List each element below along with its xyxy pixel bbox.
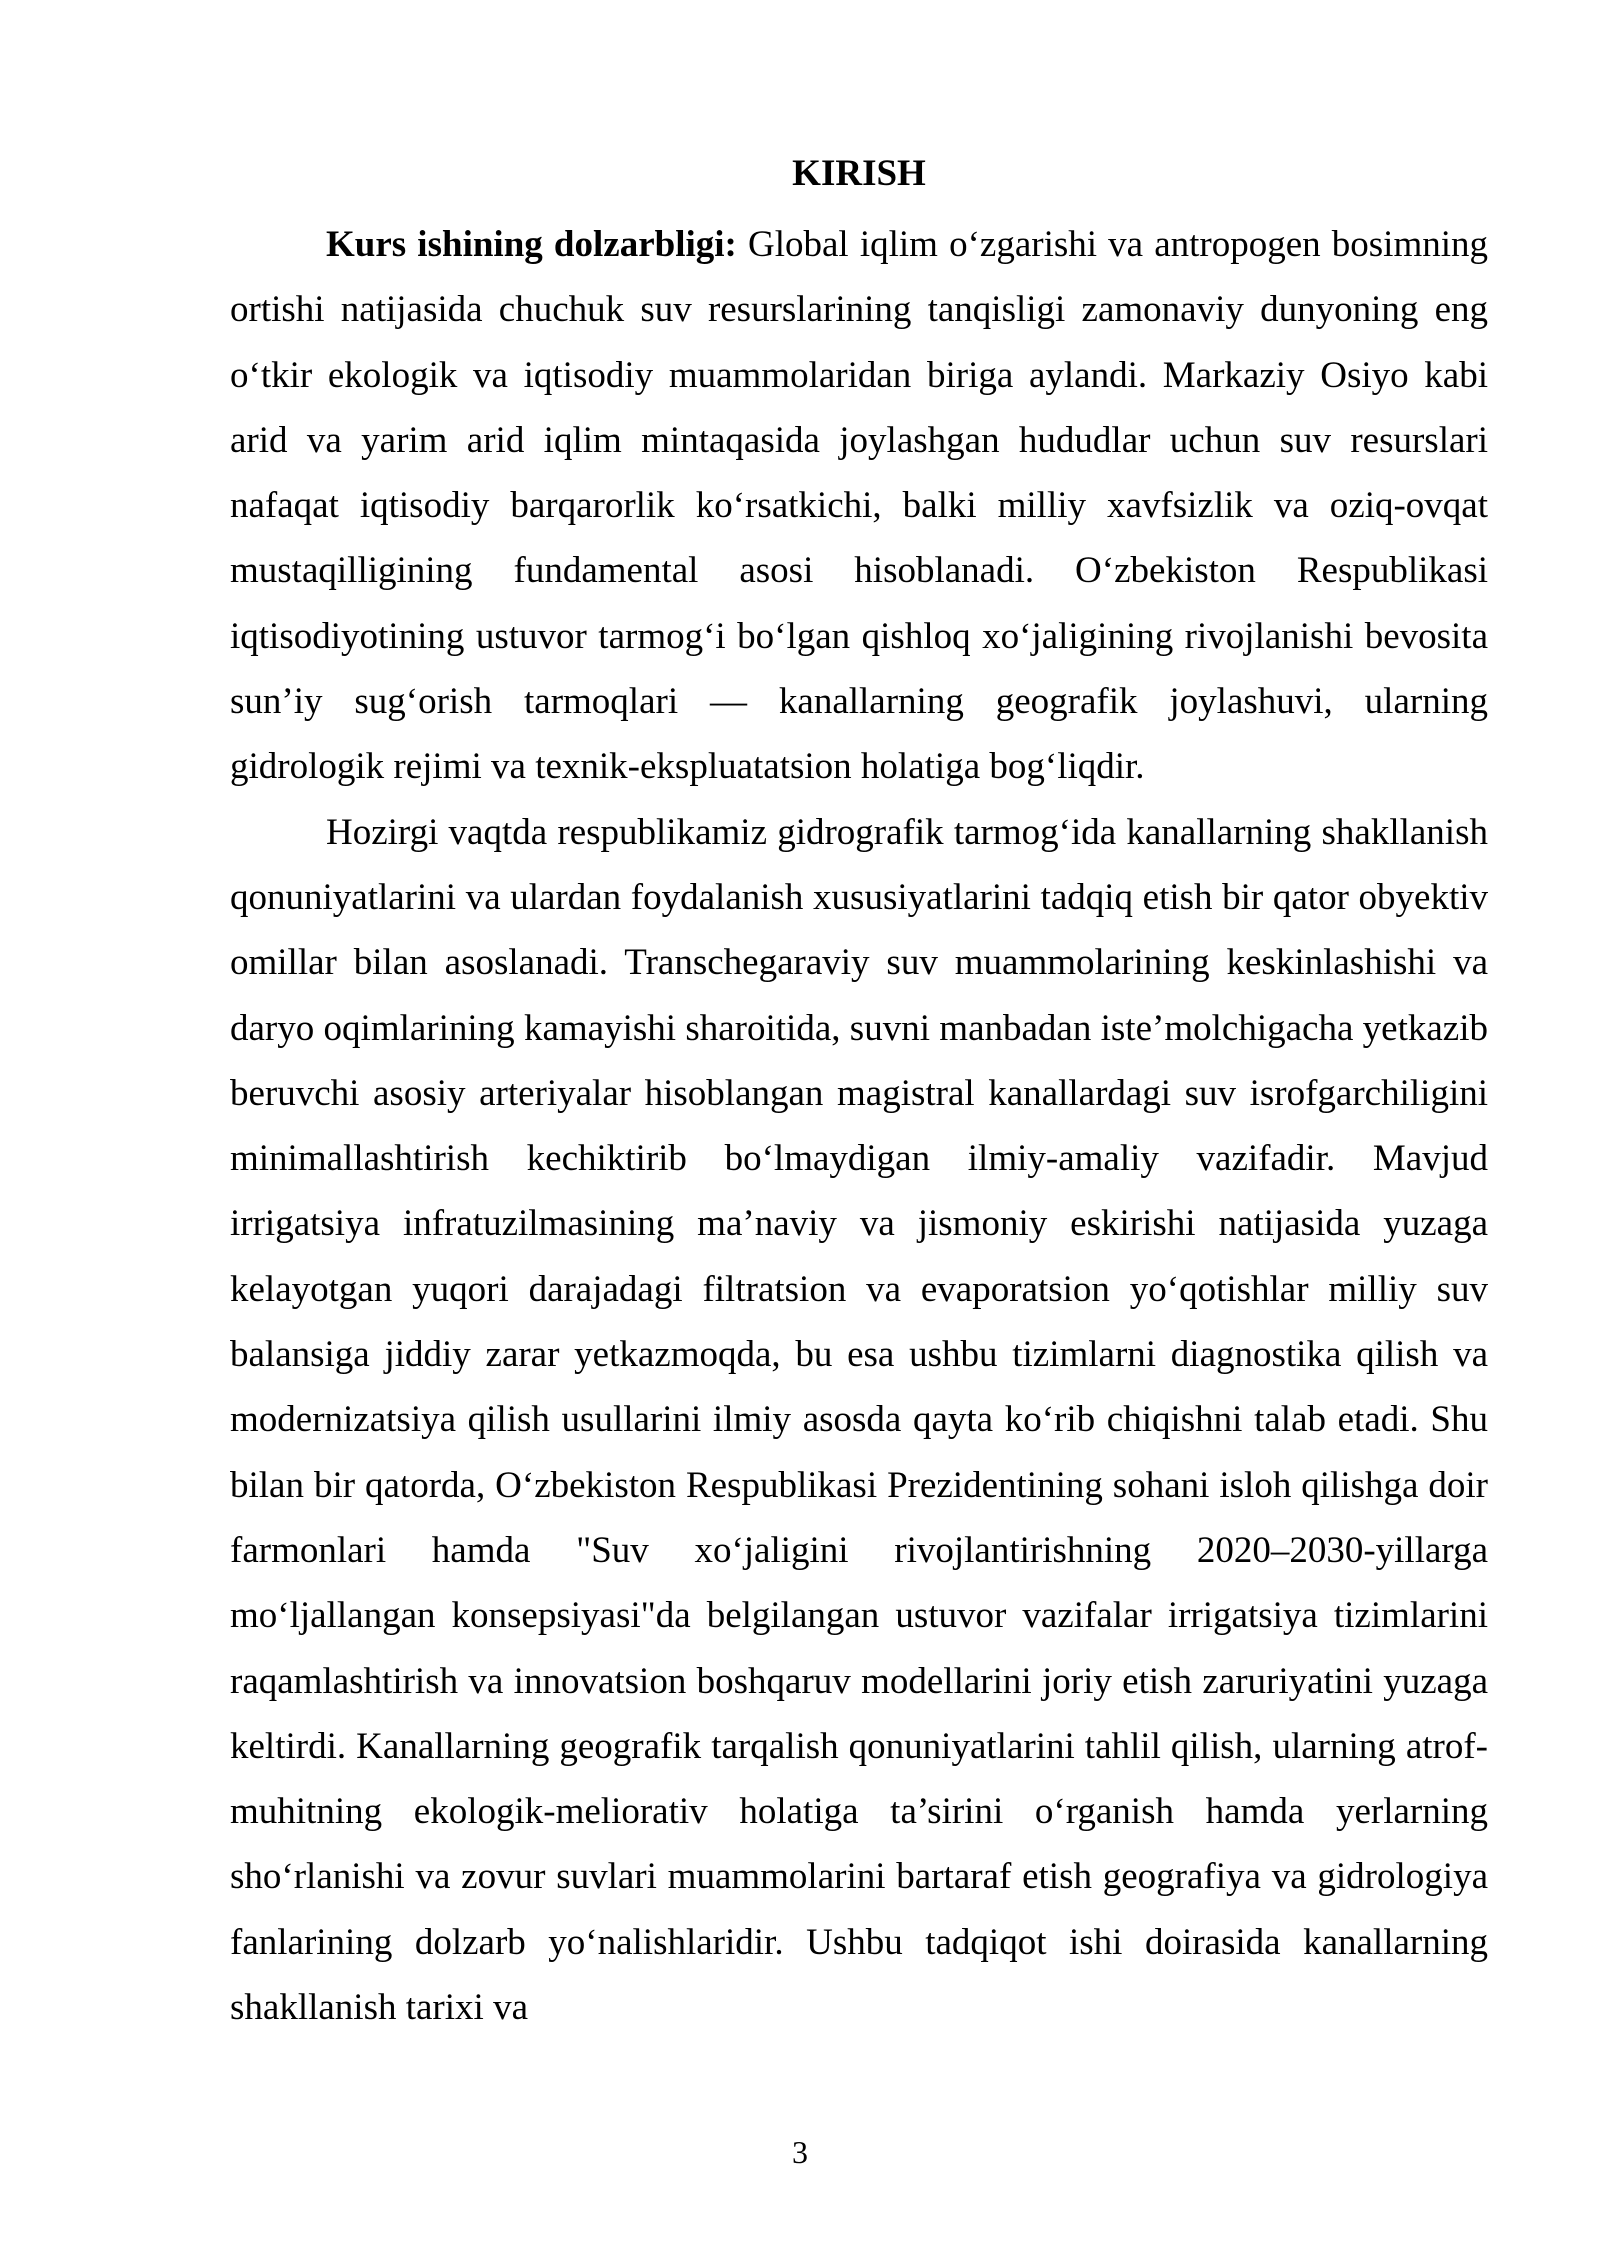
document-page [230, 150, 1488, 2040]
paragraph-relevance [230, 212, 1488, 800]
section-heading: KIRISH [792, 153, 926, 194]
page-number: 3 [792, 2134, 808, 2170]
paragraph-body: Global iqlim o‘zgarishi va antropogen bosimning ortishi natijasida chuchuk suv resurslarining tanqisligi zamonaviy dunyoning eng o‘tkir ekologik va iqtisodiy muammolaridan biriga aylandi. Markaziy Osiyo kabi arid va yarim arid iqlim mintaqasida joylashgan hududlar uchun suv resurslari nafaqat iqtisodiy barqarorlik ko‘rsatkichi, balki milliy xavfsizlik va oziq-ovqat mustaqilligining fundamental asosi hisoblanadi. O‘zbekiston Respublikasi iqtisodiyotining ustuvor tarmog‘i bo‘lgan qishloq xo‘jaligining rivojlanishi bevosita sun’iy sug‘orish tarmoqlari — kanallarning geografik joylashuvi, ularning gidrologik rejimi va texnik-ekspluatatsion holatiga bog‘liqdir. [230, 224, 1489, 788]
paragraph-current-state: Hozirgi vaqtda respublikamiz gidrografik tarmog‘ida kanallarning shakllanish qonuniyatlarini va ulardan foydalanish xususiyatlarini tadqiq etish bir qator obyektiv omillar bilan asoslanadi. Transchegaraviy suv muammolarining keskinlashishi va daryo oqimlarining kamayishi sharoitida, suvni manbadan iste’molchigacha yetkazib beruvchi asosiy arteriyalar hisoblangan magistral kanallardagi suv isrofgarchiligini minimallashtirish kechiktirib bo‘lmaydigan ilmiy-amaliy vazifadir. Mavjud irrigatsiya infratuzilmasining ma’naviy va jismoniy eskirishi natijasida yuzaga kelayotgan yuqori darajadagi filtratsion va evaporatsion yo‘qotishlar milliy suv balansiga jiddiy zarar yetkazmoqda, bu esa ushbu tizimlarni diagnostika qilish va modernizatsiya qilish usullarini ilmiy asosda qayta ko‘rib chiqishni talab etadi. Shu bilan bir qatorda, O‘zbekiston Respublikasi Prezidentining sohani isloh qilishga doir farmonlari hamda "Suv xo‘jaligini rivojlantirishning 2020–2030-yillarga mo‘ljallangan konsepsiyasi"da belgilangan ustuvor vazifalar irrigatsiya tizimlarini raqamlashtirish va innovatsion boshqaruv modellarini joriy etish zaruriyatini yuzaga keltirdi. Kanallarning geografik tarqalish qonuniyatlarini tahlil qilish, ularning atrof-muhitning ekologik-meliorativ holatiga ta’sirini o‘rganish hamda yerlarning sho‘rlanishi va zovur suvlari muammolarini bartaraf etish geografiya va gidrologiya fanlarining dolzarb yo‘nalishlaridir. Ushbu tadqiqot ishi doirasida kanallarning shakllanish tarixi va [230, 811, 1488, 2029]
paragraph-lead: Kurs ishining dolzarbligi: [326, 224, 737, 265]
